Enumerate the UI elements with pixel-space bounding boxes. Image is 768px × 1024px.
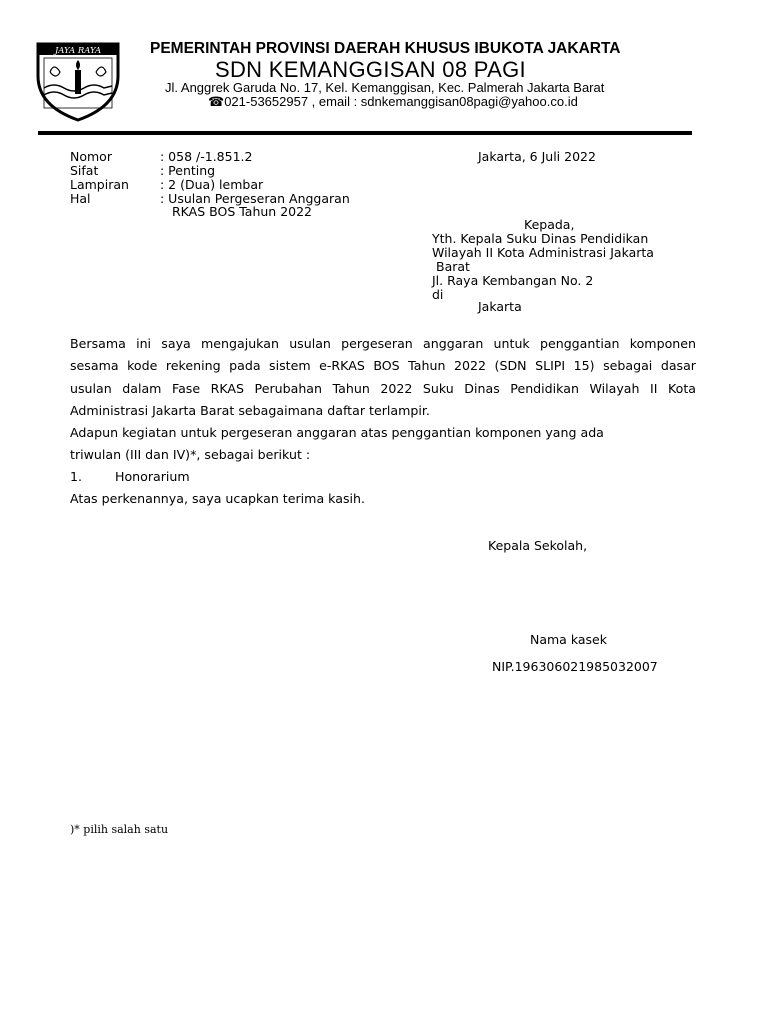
signature-title: Kepala Sekolah, [488,538,588,553]
recipient-line-1: Yth. Kepala Suku Dinas Pendidikan [432,231,649,246]
footnote: )* pilih salah satu [70,823,169,836]
nomor-label: Nomor [70,149,112,164]
signature-nip: NIP.196306021985032007 [492,659,658,674]
list-item-text: Honorarium [115,469,190,484]
lampiran-value: : 2 (Dua) lembar [160,177,264,192]
body-paragraph-1-line-1: Bersama ini saya mengajukan usulan pergeseran anggaran untuk penggantian komponen [70,336,696,351]
nomor-value: : 058 /-1.851.2 [160,149,253,164]
recipient-line-3: Barat [436,259,470,274]
closing-sentence: Atas perkenannya, saya ucapkan terima kasih. [70,491,365,506]
government-header: PEMERINTAH PROVINSI DAERAH KHUSUS IBUKOTA JAKARTA [150,40,621,57]
recipient-kepada: Kepada, [524,217,575,232]
body-paragraph-1-line-2: sesama kode rekening pada sistem e-RKAS BOS Tahun 2022 (SDN SLIPI 15) sebagai dasar [70,358,696,373]
school-contact [208,94,578,110]
lampiran-label: Lampiran [70,177,129,192]
recipient-city: Jakarta [478,299,522,314]
body-paragraph-1-line-4: Administrasi Jakarta Barat sebagaimana daftar terlampir. [70,403,430,418]
letter-date: Jakarta, 6 Juli 2022 [478,149,596,164]
hal-value: : Usulan Pergeseran Anggaran [160,191,350,206]
sifat-label: Sifat [70,163,99,178]
contact-text: 021-53652957 , email : sdnkemanggisan08pagi@yahoo.co.id [224,94,578,109]
school-name: SDN KEMANGGISAN 08 PAGI [215,57,526,82]
recipient-address: Jl. Raya Kembangan No. 2 [432,273,594,288]
jakarta-emblem-logo [34,40,122,122]
body-paragraph-2-line-1: Adapun kegiatan untuk pergeseran anggaran atas penggantian komponen yang ada [70,425,604,440]
signature-name: Nama kasek [530,632,607,647]
body-paragraph-2-line-2: triwulan (III dan IV)*, sebagai berikut : [70,447,311,462]
school-address: Jl. Anggrek Garuda No. 17, Kel. Kemanggisan, Kec. Palmerah Jakarta Barat [165,80,605,95]
letterhead-divider [38,131,692,135]
hal-value-continued: RKAS BOS Tahun 2022 [172,204,313,219]
recipient-di: di [432,287,444,302]
logo-motto: JAYA RAYA [54,46,102,56]
sifat-value: : Penting [160,163,216,178]
hal-label: Hal [70,191,91,206]
recipient-line-2: Wilayah II Kota Administrasi Jakarta [432,245,654,260]
telephone-icon: ☎ [208,94,225,109]
body-paragraph-1-line-3: usulan dalam Fase RKAS Perubahan Tahun 2022 Suku Dinas Pendidikan Wilayah II Kota [70,381,696,396]
list-item-number: 1. [70,469,83,484]
